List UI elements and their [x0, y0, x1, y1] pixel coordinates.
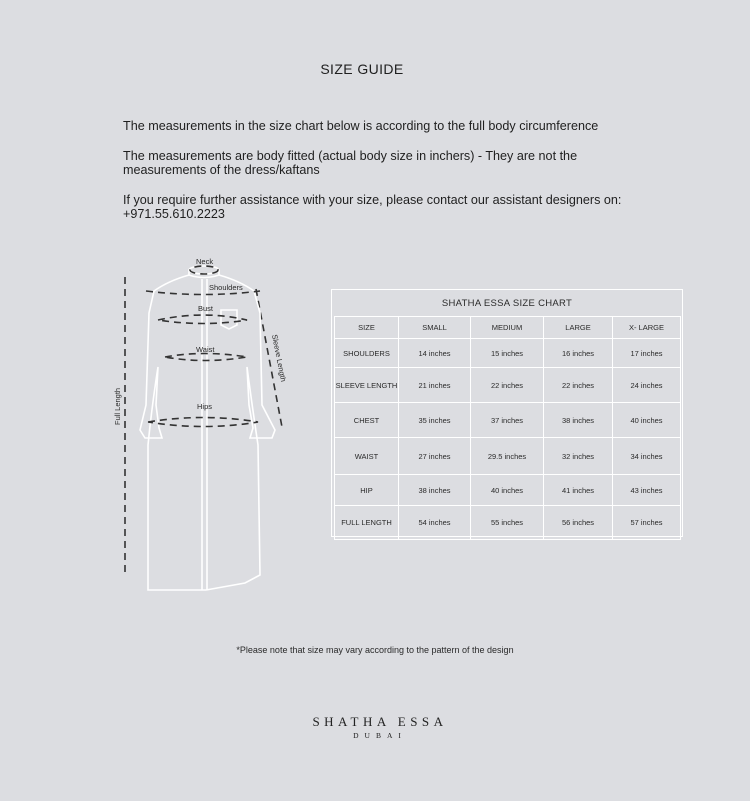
header-cell-x-large: X- LARGE — [613, 317, 681, 339]
row-label: FULL LENGTH — [335, 506, 399, 540]
table-cell: 22 inches — [471, 368, 544, 403]
brand-logo-city: DUBAI — [353, 731, 407, 740]
page-title: SIZE GUIDE — [320, 61, 404, 77]
table-cell: 22 inches — [544, 368, 613, 403]
intro-paragraph-contact: If you require further assistance with your size, please contact our assistant designers on: +971.55.610.2223 — [123, 193, 622, 221]
row-label: SLEEVE LENGTH — [335, 368, 399, 403]
table-row — [335, 438, 681, 475]
waist-label: Waist — [196, 345, 215, 354]
row-label: HIP — [335, 475, 399, 506]
table-cell: 27 inches — [399, 438, 471, 475]
table-cell: 35 inches — [399, 403, 471, 438]
table-cell: 17 inches — [613, 339, 681, 368]
neck-label: Neck — [196, 257, 214, 266]
table-cell: 14 inches — [399, 339, 471, 368]
table-cell: 32 inches — [544, 438, 613, 475]
header-cell-small: SMALL — [399, 317, 471, 339]
table-cell: 38 inches — [544, 403, 613, 438]
table-cell: 37 inches — [471, 403, 544, 438]
row-label: CHEST — [335, 403, 399, 438]
row-label: SHOULDERS — [335, 339, 399, 368]
size-chart-table — [334, 316, 681, 540]
table-cell: 29.5 inches — [471, 438, 544, 475]
table-cell: 16 inches — [544, 339, 613, 368]
size-variation-note: *Please note that size may vary according to the pattern of the design — [236, 645, 514, 655]
row-label: WAIST — [335, 438, 399, 475]
dress-measurement-diagram — [110, 255, 300, 595]
bust-label: Bust — [198, 304, 214, 313]
shoulders-measure — [146, 291, 260, 295]
size-chart — [331, 289, 683, 537]
table-cell: 40 inches — [613, 403, 681, 438]
header-cell-large: LARGE — [544, 317, 613, 339]
intro-paragraph-body-fitted: The measurements are body fitted (actual body size in inchers) - They are not the measurements of the dress/kaftans — [123, 149, 578, 177]
table-row — [335, 506, 681, 540]
table-cell: 54 inches — [399, 506, 471, 540]
table-cell: 57 inches — [613, 506, 681, 540]
table-cell: 38 inches — [399, 475, 471, 506]
brand-logo-name: SHATHA ESSA — [312, 714, 448, 729]
table-cell: 43 inches — [613, 475, 681, 506]
hips-label: Hips — [197, 402, 213, 411]
table-cell: 15 inches — [471, 339, 544, 368]
header-cell-medium: MEDIUM — [471, 317, 544, 339]
hips-measure — [148, 418, 258, 427]
table-cell: 56 inches — [544, 506, 613, 540]
full-length-label: Full Length — [113, 387, 122, 425]
table-cell: 41 inches — [544, 475, 613, 506]
table-row — [335, 475, 681, 506]
table-cell: 34 inches — [613, 438, 681, 475]
table-cell: 55 inches — [471, 506, 544, 540]
sleeve-length-label: Sleeve Length — [270, 333, 289, 383]
table-row — [335, 403, 681, 438]
table-cell: 40 inches — [471, 475, 544, 506]
header-cell-size: SIZE — [335, 317, 399, 339]
table-header-row — [335, 317, 681, 339]
table-row — [335, 368, 681, 403]
size-chart-title: SHATHA ESSA SIZE CHART — [441, 298, 573, 309]
table-row — [335, 339, 681, 368]
table-cell: 24 inches — [613, 368, 681, 403]
waist-measure — [165, 354, 247, 361]
table-cell: 21 inches — [399, 368, 471, 403]
shoulders-label: Shoulders — [209, 283, 243, 292]
intro-paragraph-circumference: The measurements in the size chart below is according to the full body circumference — [123, 119, 599, 133]
